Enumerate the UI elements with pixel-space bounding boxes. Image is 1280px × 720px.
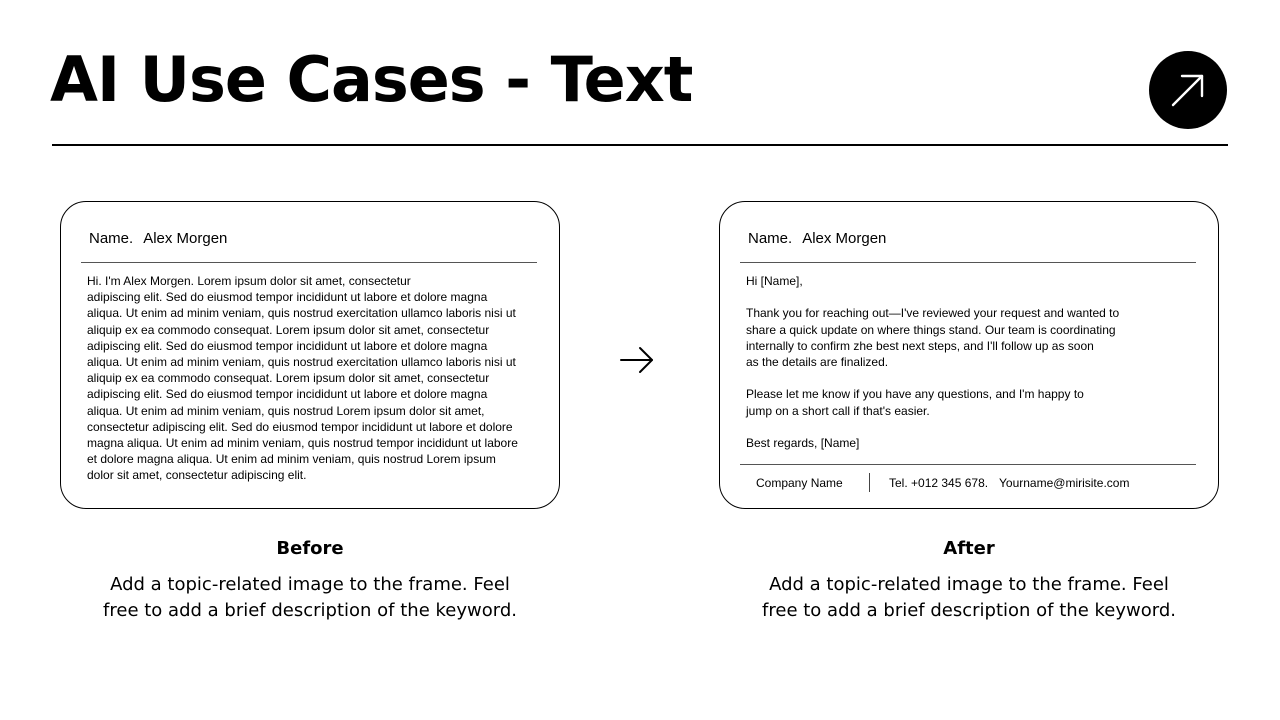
header-divider bbox=[52, 144, 1228, 146]
before-caption-title: Before bbox=[276, 538, 344, 559]
before-name-label: Name. bbox=[89, 230, 134, 247]
footer-email: Yourname@mirisite.com bbox=[999, 476, 1130, 490]
after-card-body: Hi [Name], Thank you for reaching out—I've reviewed your request and wanted to share a quick update on where things stand. Our team is coordinating internally to confirm zhe best next steps, and I'll follow up as soon as the details are finalized. Please let me know if you have any questions, and I'm happy to jump on a short call if that's easier. Best regards, [Name] bbox=[746, 274, 1120, 451]
before-caption-desc bbox=[60, 572, 560, 624]
footer-company: Company Name bbox=[756, 476, 843, 490]
before-caption-text: Add a topic-related image to the frame. Feel free to add a brief description of the keyword. bbox=[103, 574, 517, 621]
footer-separator bbox=[869, 473, 870, 492]
before-name-row bbox=[89, 230, 227, 247]
after-name-row bbox=[748, 230, 886, 247]
after-name-label: Name. bbox=[748, 230, 793, 247]
after-name-value: Alex Morgen bbox=[802, 230, 887, 247]
after-caption-desc bbox=[719, 572, 1219, 624]
after-caption-text: Add a topic-related image to the frame. Feel free to add a brief description of the keyword. bbox=[762, 574, 1176, 621]
page-title: AI Use Cases - Text bbox=[50, 43, 693, 116]
after-card-divider bbox=[740, 262, 1196, 263]
before-name-value: Alex Morgen bbox=[143, 230, 228, 247]
after-footer-divider bbox=[740, 464, 1196, 465]
open-link-button[interactable] bbox=[1149, 51, 1227, 129]
before-card-divider bbox=[81, 262, 537, 263]
before-card-body: Hi. I'm Alex Morgen. Lorem ipsum dolor sit amet, consectetur adipiscing elit. Sed do eiusmod tempor incididunt ut labore et dolore magna aliqua. Ut enim ad minim veniam, quis nostrud exercitation ullamco laboris nisi ut aliquip ex ea commodo consequat. Lorem ipsum dolor sit amet, consectetur adipiscing elit. Sed do eiusmod tempor incididunt ut labore et dolore magna aliqua. Ut enim ad minim veniam, quis nostrud exercitation ullamco laboris nisi ut aliquip ex ea commodo consequat. Lorem ipsum dolor sit amet, consectetur adipiscing elit. Sed do eiusmod tempor incididunt ut labore et dolore magna aliqua. Ut enim ad minim veniam, quis nostrud Lorem ipsum dolor sit amet, consectetur adipiscing elit. Sed do eiusmod tempor incididunt ut labore et dolore magna aliqua. Ut enim ad minim veniam, quis nostrud tempor incididunt ut labore et dolore magna aliqua. Ut enim ad minim veniam, quis nostrud Lorem ipsum dolor sit amet, consectetur adipiscing elit. bbox=[87, 274, 518, 483]
arrow-right-icon bbox=[619, 345, 655, 375]
after-caption-title: After bbox=[943, 538, 995, 559]
before-card bbox=[60, 201, 560, 509]
footer-tel: Tel. +012 345 678. bbox=[889, 476, 989, 490]
arrow-up-right-icon bbox=[1170, 72, 1206, 108]
after-card bbox=[719, 201, 1219, 509]
